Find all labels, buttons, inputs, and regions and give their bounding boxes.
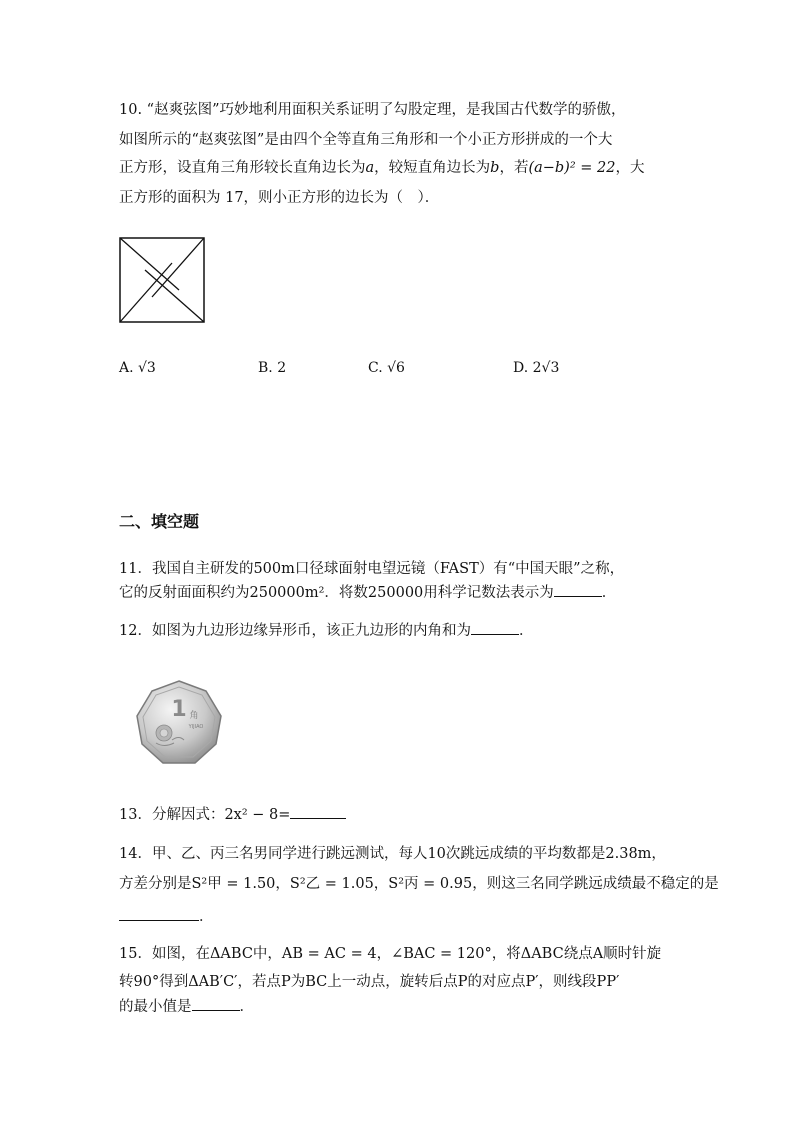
q10-line3-part-d: ，大	[615, 160, 645, 176]
q13-line	[119, 802, 346, 827]
q11-line2-text: 它的反射面面积约为250000m²．将数250000用科学记数法表示为	[119, 585, 554, 601]
option-a-label: A.	[119, 360, 134, 376]
q15-line3	[119, 994, 254, 1019]
q12-line	[119, 618, 533, 643]
option-d[interactable]	[513, 360, 559, 376]
q15-answer-blank[interactable]	[192, 994, 240, 1011]
outer-square	[120, 238, 204, 322]
q10-line2: 如图所示的“赵爽弦图”是由四个全等直角三角形和一个小正方形拼成的一个大	[119, 132, 613, 148]
q10-line3	[119, 156, 644, 180]
q10-line4: 正方形的面积为 17，则小正方形的边长为（ ）．	[119, 190, 440, 206]
q14-line1: 14．甲、乙、丙三名男同学进行跳远测试，每人10次跳远成绩的平均数都是2.38m，	[119, 846, 666, 862]
coin-numeral: 1	[171, 697, 187, 722]
q15-line2: 转90°得到ΔAB′C′，若点P为BC上一动点，旋转后点P的对应点P′，则线段PP′	[119, 974, 620, 990]
q13-text: 13．分解因式：2x² − 8=	[119, 807, 291, 823]
option-c[interactable]	[368, 360, 405, 376]
coin-body	[137, 681, 221, 763]
q14-answer-blank[interactable]	[119, 904, 199, 921]
option-a[interactable]	[119, 360, 156, 376]
triangle-edge	[120, 238, 179, 290]
nonagon-coin-image	[134, 678, 224, 768]
q15-line3-end: ．	[239, 999, 254, 1015]
q11-line2	[119, 580, 616, 605]
option-c-label: C.	[368, 360, 383, 376]
var-b: b	[490, 160, 500, 176]
option-d-label: D.	[513, 360, 529, 376]
option-a-value: √3	[138, 360, 156, 376]
q12-text: 12．如图为九边形边缘异形币，该正九边形的内角和为	[119, 623, 471, 639]
option-c-value: √6	[387, 360, 405, 376]
q14-line2: 方差分别是S²甲 = 1.50，S²乙 = 1.05，S²丙 = 0.95，则这三名同学跳远成绩最不稳定的是	[119, 876, 719, 892]
q14-line3	[119, 904, 214, 929]
triangle-edge	[152, 238, 204, 297]
option-d-value: 2√3	[532, 360, 560, 376]
q13-answer-blank[interactable]	[290, 802, 346, 819]
section-title: 二、填空题	[119, 512, 200, 531]
q10-line3-part-c: ，若	[499, 160, 529, 176]
q15-line1: 15．如图，在ΔABC中，AB = AC = 4，∠BAC = 120°，将ΔABC绕点A顺时针旋	[119, 946, 662, 962]
q11-line1: 11．我国自主研发的500m口径球面射电望远镜（FAST）有“中国天眼”之称，	[119, 561, 625, 577]
q11-line2-end: ．	[601, 585, 617, 601]
coin-pinyin: YIJIAO	[188, 724, 204, 730]
q14-line3-end: ．	[199, 909, 214, 925]
coin-unit: 角	[189, 711, 199, 721]
triangle-edge	[145, 270, 204, 322]
q10-line3-part-a: 正方形，设直角三角形较长直角边长为	[119, 160, 366, 176]
option-b[interactable]	[258, 360, 286, 376]
q15-line3-text: 的最小值是	[119, 999, 192, 1015]
option-b-value: 2	[277, 360, 287, 376]
q10-line1: 10. “赵爽弦图”巧妙地利用面积关系证明了勾股定理，是我国古代数学的骄傲，	[119, 102, 626, 118]
q11-answer-blank[interactable]	[554, 580, 602, 597]
option-b-label: B.	[258, 360, 273, 376]
triangle-edge	[120, 263, 172, 322]
q12-end: ．	[518, 623, 534, 639]
q10-formula: (a−b)² = 22	[528, 160, 616, 176]
q12-answer-blank[interactable]	[471, 618, 519, 635]
var-a: a	[365, 160, 375, 176]
zhao-shuang-diagram	[119, 237, 205, 323]
q10-line3-part-b: ，较短直角边长为	[374, 160, 491, 176]
